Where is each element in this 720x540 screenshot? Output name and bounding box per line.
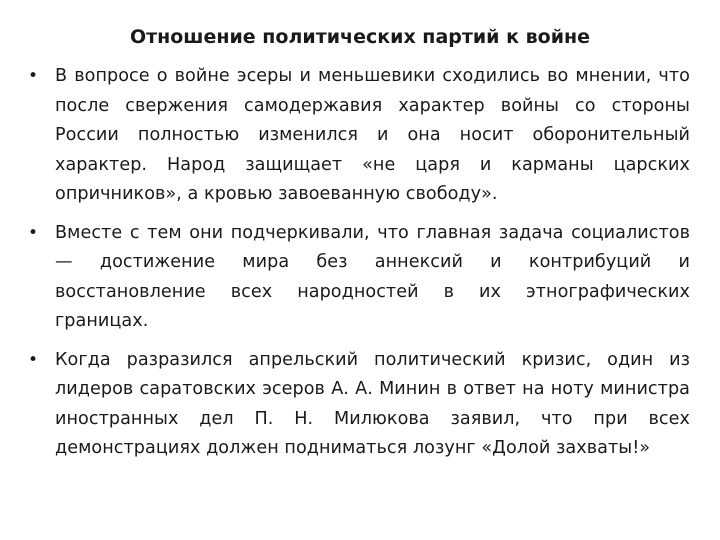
bullet-dot-icon: • (28, 222, 39, 243)
bullet-item (28, 219, 690, 337)
bullet-item (28, 346, 690, 464)
bullet-dot-icon: • (28, 349, 39, 370)
bullet-text: В вопросе о войне эсеры и меньшевики сходились во мнении, что после свержения самодержавия характер войны со стороны России полностью изменился и она носит оборонительный характер. Народ защищает «не царя и карманы царских опричников», а кровью завоеванную свободу». (55, 66, 690, 204)
bullet-text: Вместе с тем они подчеркивали, что главная задача социалистов — достижение мира без аннексий и контрибуций и восстановление всех народностей в их этнографических границах. (55, 222, 690, 331)
bullet-text: Когда разразился апрельский политический кризис, один из лидеров саратовских эсеров А. А. Минин в ответ на ноту министра иностранных дел П. Н. Милюкова заявил, что при всех демонстрациях должен подниматься лозунг «Долой захваты!» (55, 349, 690, 458)
bullet-list (28, 62, 690, 473)
bullet-item (28, 62, 690, 210)
slide-title: Отношение политических партий к войне (129, 26, 591, 48)
bullet-dot-icon: • (28, 66, 39, 86)
